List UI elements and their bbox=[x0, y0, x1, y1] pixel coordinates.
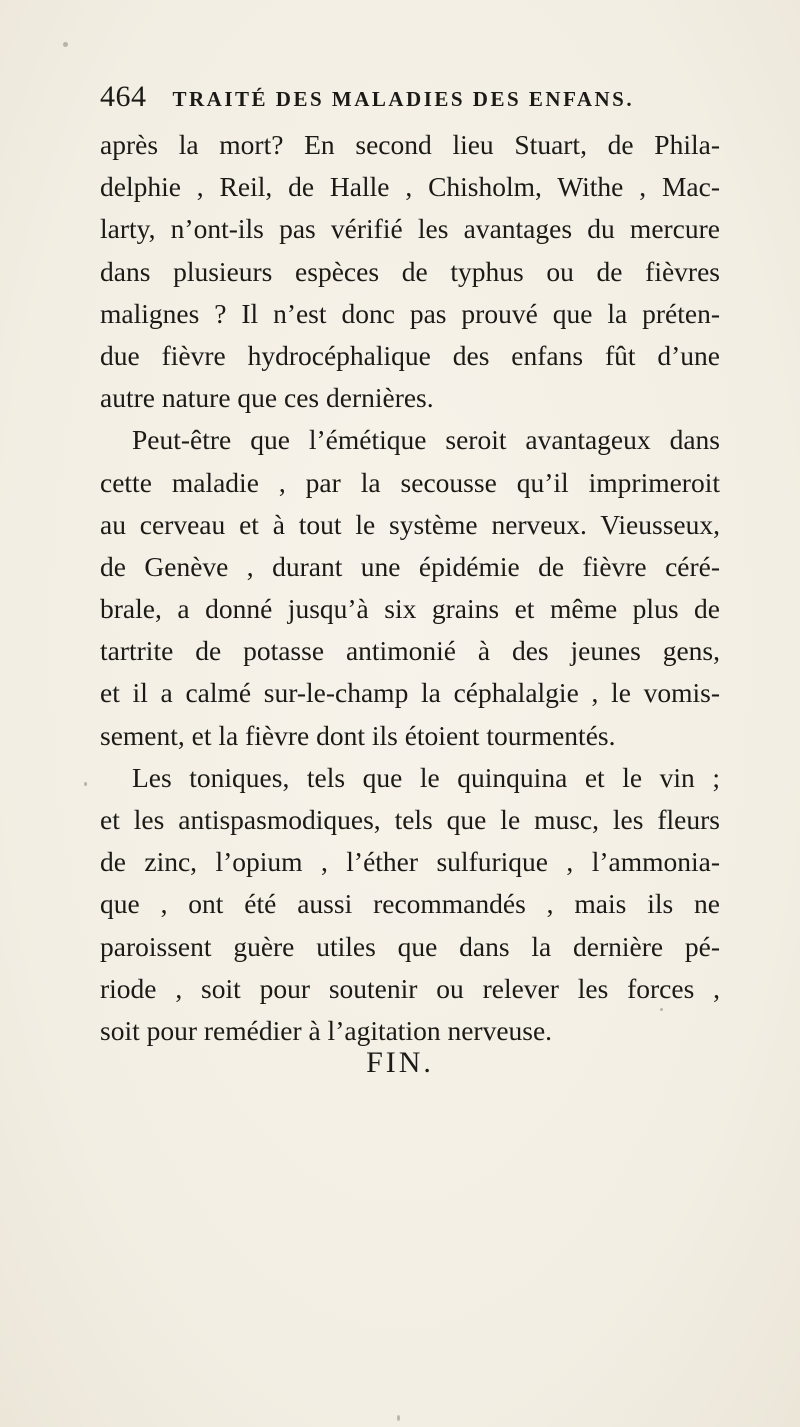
text-line: due fièvre hydrocéphalique des enfans fût d’une bbox=[100, 339, 720, 371]
text-line: paroissent guère utiles que dans la dernière pé- bbox=[100, 930, 720, 962]
text-line: Peut-être que l’émétique seroit avantageux dans bbox=[132, 424, 720, 456]
text-line: tartrite de potasse antimonié à des jeunes gens, bbox=[100, 635, 720, 667]
fin-mark: FIN. bbox=[366, 1046, 434, 1079]
text-line: Les toniques, tels que le quinquina et le vin ; bbox=[132, 761, 720, 793]
paper-speck bbox=[84, 782, 87, 786]
running-head: TRAITÉ DES MALADIES DES ENFANS. bbox=[172, 87, 635, 111]
text-line: après la mort? En second lieu Stuart, de Phila- bbox=[100, 129, 720, 160]
text-line: de zinc, l’opium , l’éther sulfurique , l’ammonia- bbox=[100, 846, 720, 878]
text-line: larty, n’ont-ils pas vérifié les avantages du mercure bbox=[100, 213, 720, 245]
text-line: de Genève , durant une épidémie de fièvre céré- bbox=[100, 550, 720, 582]
text-line: cette maladie , par la secousse qu’il imprimeroit bbox=[100, 466, 720, 498]
paper-speck bbox=[63, 42, 68, 47]
text-line: que , ont été aussi recommandés , mais ils ne bbox=[100, 888, 720, 920]
text-line: riode , soit pour soutenir ou relever les forces , bbox=[100, 972, 720, 1004]
text-line: brale, a donné jusqu’à six grains et même plus de bbox=[100, 593, 720, 625]
page-header bbox=[100, 80, 720, 120]
text-line: dans plusieurs espèces de typhus ou de fièvres bbox=[100, 255, 720, 287]
paper-speck bbox=[397, 1415, 400, 1421]
text-line: au cerveau et à tout le système nerveux. Vieusseux, bbox=[100, 508, 720, 540]
text-line: et il a calmé sur-le-champ la céphalalgie , le vomis- bbox=[100, 677, 720, 709]
text-line: malignes ? Il n’est donc pas prouvé que la préten- bbox=[100, 297, 720, 329]
body-text bbox=[100, 124, 720, 1052]
text-line: sement, et la fièvre dont ils étoient tourmentés. bbox=[100, 719, 616, 751]
text-line: soit pour remédier à l’agitation nerveuse. bbox=[100, 1014, 553, 1046]
text-line: delphie , Reil, de Halle , Chisholm, Withe , Mac- bbox=[100, 171, 720, 203]
paper-speck bbox=[660, 1008, 663, 1011]
text-line: autre nature que ces dernières. bbox=[100, 382, 434, 414]
text-line: et les antispasmodiques, tels que le musc, les fleurs bbox=[100, 804, 720, 835]
page-number: 464 bbox=[100, 80, 147, 113]
